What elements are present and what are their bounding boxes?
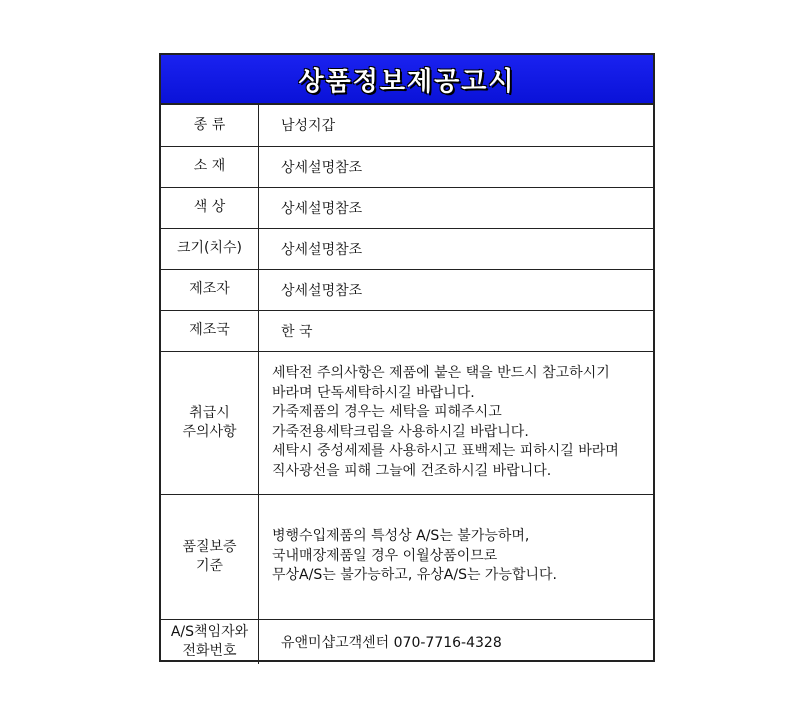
row-color <box>161 187 653 228</box>
label-as-contact: A/S책임자와 전화번호 <box>161 619 259 664</box>
value-type: 남성지갑 <box>281 118 336 135</box>
label-material: 소 재 <box>161 146 259 187</box>
value-size: 상세설명참조 <box>259 228 654 269</box>
label-manufacturer: 제조자 <box>161 269 259 310</box>
value-color: 상세설명참조 <box>259 187 654 228</box>
row-manufacturer <box>161 269 653 310</box>
row-warranty <box>161 494 653 619</box>
label-color: 색 상 <box>161 187 259 228</box>
value-country: 한 국 <box>259 310 654 351</box>
value-material: 상세설명참조 <box>259 146 654 187</box>
row-material <box>161 146 653 187</box>
value-as-contact: 유앤미샵고객센터 070-7716-4328 <box>259 619 654 664</box>
value-manufacturer: 상세설명참조 <box>259 269 654 310</box>
value-care: 세탁전 주의사항은 제품에 붙은 택을 반드시 참고하시기 바라며 단독세탁하시길 바랍니다. 가죽제품의 경우는 세탁을 피해주시고 가죽전용세탁크림을 사용하시길 바랍니다. 세탁시 중성세제를 사용하시고 표백제는 피하시길 바라며 직사광선을 피해 그늘에 건조하시길 바랍니다. <box>259 351 654 494</box>
product-info-notice <box>159 53 655 662</box>
row-size <box>161 228 653 269</box>
value-warranty: 병행수입제품의 특성상 A/S는 불가능하며, 국내매장제품일 경우 이월상품이므로 무상A/S는 불가능하고, 유상A/S는 가능합니다. <box>259 494 654 619</box>
title-banner <box>161 55 653 105</box>
label-country: 제조국 <box>161 310 259 351</box>
label-type: 종 류 <box>161 105 259 146</box>
label-size: 크기(치수) <box>161 228 259 269</box>
row-type <box>161 105 653 146</box>
label-warranty: 품질보증 기준 <box>161 494 259 619</box>
row-as-contact <box>161 619 653 664</box>
label-care: 취급시 주의사항 <box>161 351 259 494</box>
row-care <box>161 351 653 494</box>
info-table <box>161 105 653 664</box>
notice-title: 상품정보제공고시 <box>298 66 516 97</box>
row-country <box>161 310 653 351</box>
